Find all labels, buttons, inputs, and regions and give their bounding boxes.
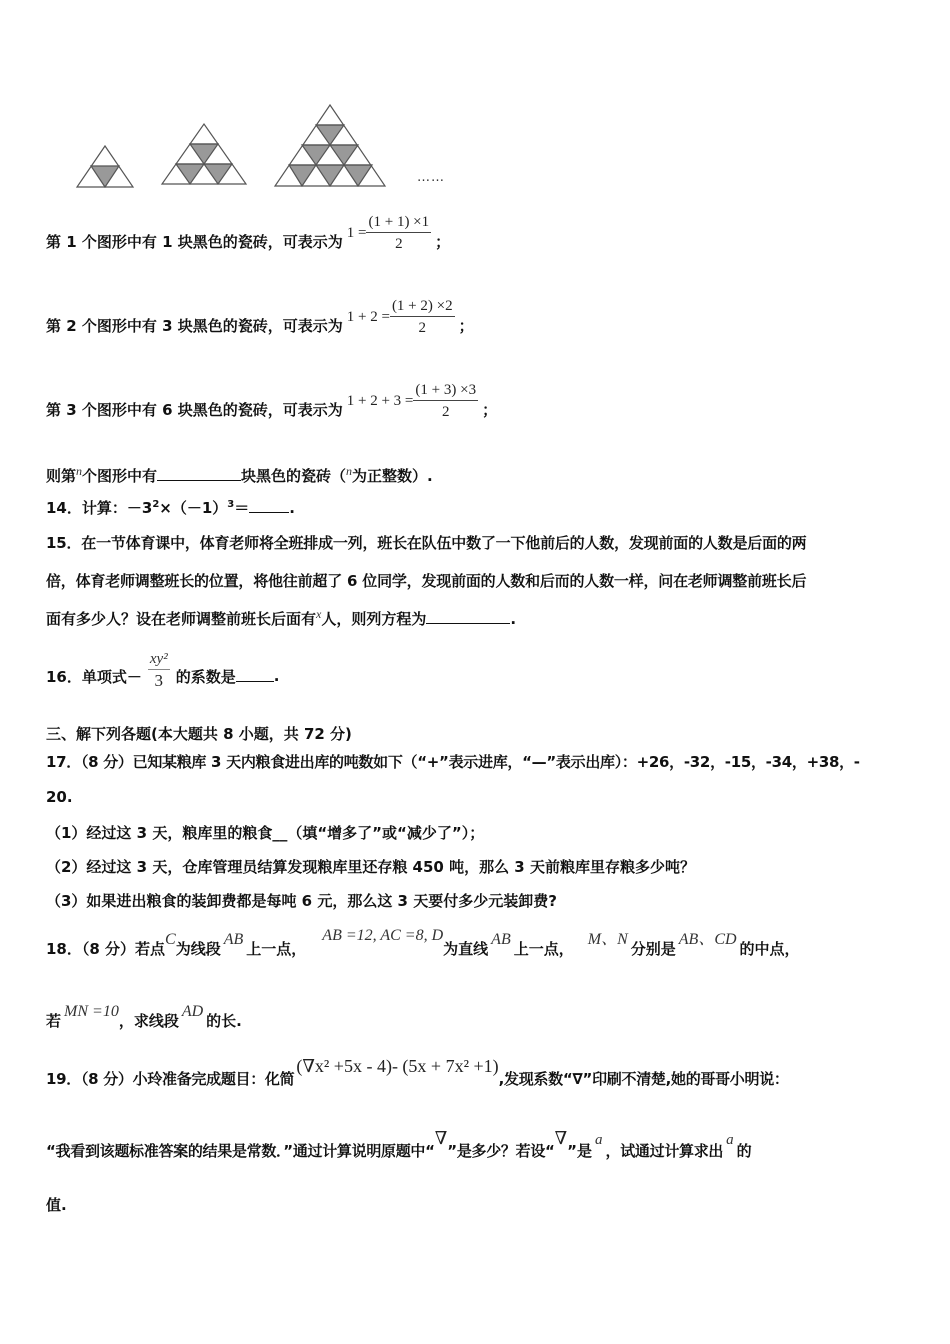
point-C: C xyxy=(165,931,176,948)
q17-sub-2: （2）经过这 3 天，仓库管理员结算发现粮库里还存粮 450 吨，那么 3 天前粮库里存粮多少吨？ xyxy=(46,858,695,876)
variable-a: a xyxy=(726,1132,734,1148)
text: 18．（8 分）若点 xyxy=(46,940,166,958)
text: 若 xyxy=(46,1012,62,1030)
text: 19．（8 分）小玲准备完成题目：化简 xyxy=(46,1070,295,1088)
text: 14．计算：－3 xyxy=(46,499,153,517)
q19-line-2 xyxy=(46,1128,752,1162)
numerator: xy² xyxy=(148,649,170,670)
q19-line-1 xyxy=(46,1056,789,1090)
given-values: AB =12, AC =8, D xyxy=(322,927,444,944)
given-MN: MN =10 xyxy=(64,1003,119,1020)
text: 块黑色的瓷砖（ xyxy=(241,467,347,485)
q14 xyxy=(46,497,295,518)
q13-line-1-formula xyxy=(347,212,431,255)
q17-line-1: 17．（8 分）已知某粮库 3 天内粮食进出库的吨数如下（“+”表示进库，“—”表示出库）：+26，-32，-15，-34，+38，- xyxy=(46,753,860,771)
ellipsis: …… xyxy=(417,170,445,185)
text: 面有多少人？设在老师调整前班长后面有 xyxy=(46,610,317,628)
text: 的系数是 xyxy=(175,667,236,686)
q15-line-3 xyxy=(46,607,516,629)
formula-lhs: 1 + 2 = xyxy=(346,308,390,325)
q13-line-2 xyxy=(46,297,474,353)
text: “我看到该题标准答案的结果是常数．”通过计算说明原题中“ xyxy=(46,1142,435,1160)
text: 上一点， xyxy=(246,940,307,958)
q16 xyxy=(46,645,279,695)
q13-line-3-formula xyxy=(347,380,478,423)
semicolon: ； xyxy=(435,232,451,251)
text: 上一点， xyxy=(513,940,574,958)
segments-AB-CD: AB、CD xyxy=(678,931,737,948)
text: 为直线 xyxy=(443,940,489,958)
text: ，求线段 xyxy=(118,1012,179,1030)
variable-a: a xyxy=(595,1132,603,1148)
denominator: 2 xyxy=(418,319,427,336)
segment-AD: AD xyxy=(181,1003,204,1020)
points-M-N: M、N xyxy=(587,931,628,948)
nabla-symbol: ∇ xyxy=(434,1128,448,1148)
text: ×（－1） xyxy=(159,499,228,517)
text: ，试通过计算求出 xyxy=(605,1142,724,1160)
text: . xyxy=(273,667,280,685)
text: ”是多少？若设“ xyxy=(447,1142,555,1160)
numerator: (1 + 3) ×3 xyxy=(413,380,478,401)
numerator: (1 + 2) ×2 xyxy=(390,296,455,317)
text: 分别是 xyxy=(630,940,676,958)
variable-n: n xyxy=(76,464,83,478)
variable-x: x xyxy=(316,607,322,621)
q17-sub-1: （1）经过这 3 天，粮库里的粮食__（填“增多了”或“减少了”）； xyxy=(46,824,485,842)
variable-n: n xyxy=(346,464,353,478)
q13-line-2-formula xyxy=(347,296,455,339)
q13-line-3-text: 第 3 个图形中有 6 块黑色的瓷砖，可表示为 xyxy=(46,400,343,419)
exponent: 2 xyxy=(152,499,160,510)
formula-lhs: 1 + 2 + 3 = xyxy=(346,392,414,409)
text: ”是 xyxy=(567,1142,593,1160)
fraction-xy2-over-3 xyxy=(148,649,170,692)
exponent: 3 xyxy=(227,499,235,510)
fraction xyxy=(390,296,455,339)
section-title: 三、解下列各题(本大题共 8 小题，共 72 分) xyxy=(46,725,352,743)
segment-AB: AB xyxy=(223,931,244,948)
denominator: 2 xyxy=(395,235,403,252)
text: 个图形中有 xyxy=(82,467,158,485)
expression: (∇x² +5x - 4)- (5x + 7x² +1) xyxy=(296,1056,499,1076)
semicolon: ； xyxy=(458,316,474,335)
semicolon: ； xyxy=(482,400,498,419)
text: ,发现系数“∇”印刷不清楚,她的哥哥小明说： xyxy=(498,1070,789,1088)
text: 的 xyxy=(736,1142,752,1160)
denominator: 2 xyxy=(441,403,450,420)
fraction xyxy=(366,212,431,255)
text: 的长. xyxy=(206,1012,242,1030)
formula-lhs: 1 = xyxy=(346,224,367,241)
q13-line-3 xyxy=(46,381,497,437)
text: . xyxy=(289,499,295,517)
q19-line-3: 值. xyxy=(46,1196,67,1214)
text: 为正整数）. xyxy=(352,467,433,485)
line-AB: AB xyxy=(491,931,511,948)
q17-sub-3: （3）如果进出粮食的装卸费都是每吨 6 元，那么这 3 天要付多少元装卸费? xyxy=(46,892,557,910)
fraction xyxy=(413,380,478,423)
q15-line-1: 15．在一节体育课中，体育老师将全班排成一列，班长在队伍中数了一下他前后的人数，发现前面的人数是后面的两 xyxy=(46,534,807,552)
answer-blank[interactable] xyxy=(249,498,289,513)
q13-question xyxy=(46,464,433,486)
q15-line-2: 倍，体育老师调整班长的位置，将他往前超了 6 位同学，发现前面的人数和后而的人数一样，问在老师调整前班长后 xyxy=(46,572,807,590)
q13-line-1 xyxy=(46,213,450,269)
nabla-symbol: ∇ xyxy=(554,1128,568,1148)
q17-line-2: 20. xyxy=(46,788,73,806)
q18-line-2 xyxy=(46,1000,242,1034)
q13-line-2-text: 第 2 个图形中有 3 块黑色的瓷砖，可表示为 xyxy=(46,316,343,335)
answer-blank[interactable] xyxy=(236,667,274,682)
text: 为线段 xyxy=(175,940,221,958)
answer-blank[interactable] xyxy=(157,466,241,481)
text: 则第 xyxy=(46,467,77,485)
text: 16．单项式－ xyxy=(46,667,142,686)
text: 人，则列方程为 xyxy=(321,610,427,628)
equals: ＝ xyxy=(234,499,250,517)
q18-line-1 xyxy=(46,926,800,960)
numerator: (1 + 1) ×1 xyxy=(366,212,431,233)
denominator: 3 xyxy=(154,670,164,690)
text: . xyxy=(510,610,517,628)
answer-blank[interactable] xyxy=(426,609,510,624)
q13-line-1-text: 第 1 个图形中有 1 块黑色的瓷砖，可表示为 xyxy=(46,232,343,251)
text: 的中点， xyxy=(739,940,800,958)
